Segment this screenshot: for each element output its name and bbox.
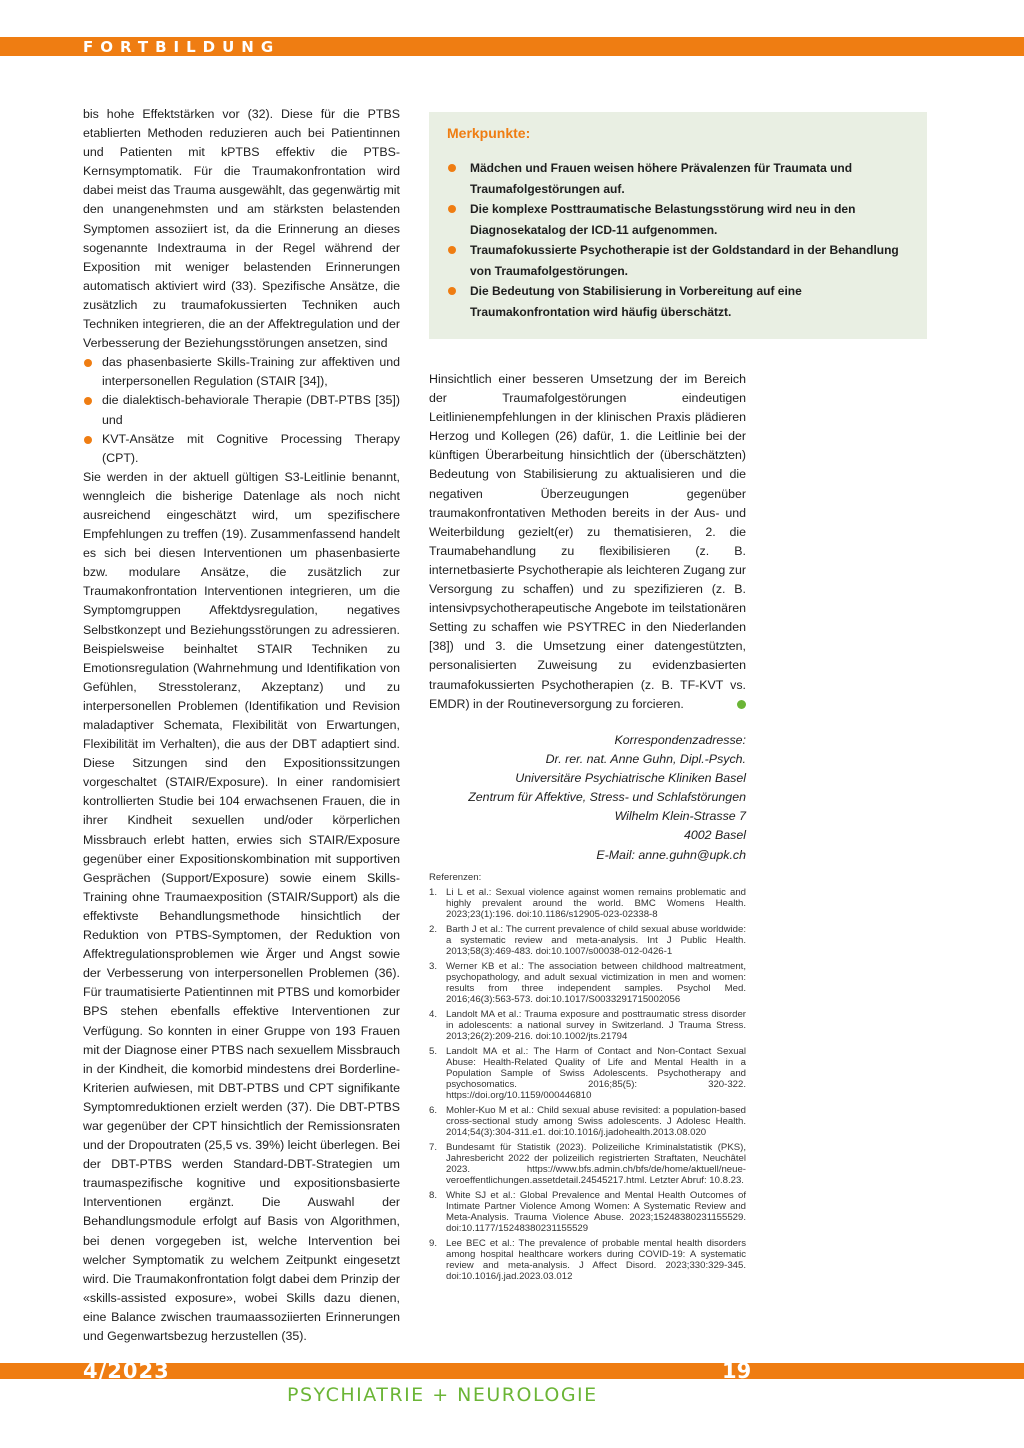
end-of-article-icon [737,700,746,709]
address-line: Wilhelm Klein-Strasse 7 [614,809,746,824]
list-item: das phasenbasierte Skills-Training zur affektiven und interpersonellen Regulation (STAIR [34]), [83,353,400,391]
body-paragraph: Sie werden in der aktuell gültigen S3-Leitlinie benannt, wenngleich die bisherige Datenlage als noch nicht ausreichend eingeschätzt wird, um spezifischere Empfehlungen zu treffen (19). Zusammenfassend handelt es sich bei diesen Interventionen um phasenbasierte bzw. modulare Ansätze, die zusätzlich zur Traumakonfrontation Interventionen integrieren, um die Symptomgruppen Affektdysregulation, negatives Selbstkonzept und Beziehungsstörungen zu adressieren. Beispielsweise beinhaltet STAIR Techniken zu Emotionsregulation (Wahrnehmung und Identifikation von Gefühlen, Stresstoleranz, Akzeptanz) und zu interpersonellen Problemen (Identifikation und Revision maladaptiver Schemata, Flexibilität von Erwartungen, Flexibilität im Verhalten), die aus der DBT adaptiert sind. Diese Sitzungen sind den Expositionssitzungen vorgeschaltet (STAIR/Exposure). In einer randomisiert kontrollierten Studie bei 104 erwachsenen Frauen, die in ihrer Kindheit sexuellen und/oder körperlichen Missbrauch erlebt hatten, erwies sich STAIR/Exposure gegenüber einer Expositionskombination mit supportiven Gesprächen (Support/Exposure) sowie einem Skills-Training ohne Traumaexposition (STAIR/Support) als die effektivste Behandlungsmethode hinsichtlich der Reduktion von PTBS-Symptomen, der Reduktion von Affektregulationsproblemen wie Ärger und Angst sowie der Verbesserung von interpersonellen Problemen (36). Für traumatisierte Patientinnen mit PTBS und komorbider BPS stehen ebenfalls effektive Interventionen zur Verfügung. So konnten in einer Gruppe von 193 Frauen mit der Diagnose einer PTBS nach sexuellem Missbrauch in der Kindheit, die komorbid mindestens drei Borderline-Kriterien aufwiesen, mit DBT-PTBS und CPT signifikante Symptomreduktionen erzielt werden (37). Die DBT-PTBS war gegenüber der CPT hinsichtlich der Remissionsraten und der Dropoutraten (25,5 vs. 39%) leicht überlegen. Bei der DBT-PTBS werden Standard-DBT-Strategien um traumaspezifische kognitive und expositionsbasierte Interventionen ergänzt. Die Auswahl der Behandlungsmodule erfolgt auf Basis von Algorithmen, bei denen vorgegeben ist, welche Intervention bei welcher Symptomatik zu welchem Zeitpunkt eingesetzt wird. Die Traumakonfrontation folgt dabei dem Prinzip der «skills-assisted exposure», wobei Skills dazu dienen, eine Balance zwischen traumaassoziierten Erinnerungen und Gegenwartsbezug herzustellen (35). [83,469,400,1343]
reference-item: 2. Barth J et al.: The current prevalence of child sexual abuse worldwide: a systematic review and meta-analysis. Int J Public Health. 2013;58(3):469-483. doi:10.1007/s00038-012-0426-1 [429,924,746,957]
key-points-list [447,158,905,322]
reference-item: 3. Werner KB et al.: The association between childhood maltreatment, psychopathology, and adult sexual victimization in men and women: results from three independent samples. Psychol Med. 2016;46(3):563-573. doi:10.1017/S0033291715002056 [429,961,746,1005]
key-points-box [429,112,927,339]
references [429,872,746,1286]
right-column [429,370,746,714]
issue-number: 4/2023 [83,1359,170,1383]
body-paragraph [429,370,746,714]
reference-item: 6. Mohler-Kuo M et al.: Child sexual abuse revisited: a population-based cross-sectional study among Swiss adolescents. J Adolesc Health. 2014;54(3):304-311.e1. doi:10.1016/j.jadohealth.2013.08.020 [429,1105,746,1138]
section-title: FORTBILDUNG [83,38,281,56]
address-line: Zentrum für Affektive, Stress- und Schlafstörungen [468,790,746,805]
references-list [429,887,746,1282]
correspondence-address [429,731,746,865]
list-item: Die Bedeutung von Stabilisierung in Vorbereitung auf eine Traumakonfrontation wird häufig überschätzt. [447,281,905,322]
address-email: E-Mail: anne.guhn@upk.ch [596,847,746,862]
address-label: Korrespondenzadresse: [614,733,746,747]
key-points-title: Merkpunkte: [447,125,531,141]
list-item: KVT-Ansätze mit Cognitive Processing Therapy (CPT). [83,430,400,468]
reference-item: 1. Li L et al.: Sexual violence against women remains problematic and highly prevalent around the world. BMC Womens Health. 2023;23(1):196. doi:10.1186/s12905-023-02338-8 [429,887,746,920]
left-column [83,105,400,1346]
journal-name: PSYCHIATRIE + NEUROLOGIE [287,1384,598,1406]
list-item: Die komplexe Posttraumatische Belastungsstörung wird neu in den Diagnosekatalog der ICD-11 aufgenommen. [447,199,905,240]
address-line: 4002 Basel [683,828,746,843]
bullet-list [83,353,400,468]
list-item: Mädchen und Frauen weisen höhere Prävalenzen für Traumata und Traumafolgestörungen auf. [447,158,905,199]
body-paragraph: bis hohe Effektstärken vor (32). Diese für die PTBS etablierten Methoden reduzieren auch bei Patientinnen und Patienten mit kPTBS effektiv die PTBS-Kernsymptomatik. Für die Traumakonfrontation wird dabei meist das Trauma ausgewählt, das gegenwärtig mit den unangenehmsten und am stärksten belastenden Symptomen assoziiert ist, da die Erinnerung an dieses sogenannte Indextrauma in der Regel während der Exposition mit weniger belastenden Erinnerungen automatisch aktiviert wird (33). Spezifische Ansätze, die zusätzlich zu traumafokussierten Techniken auch Techniken integrieren, die an der Affektregulation und der Verbesserung der Beziehungsstörungen ansetzen, sind [83,107,400,351]
list-item: Traumafokussierte Psychotherapie ist der Goldstandard in der Behandlung von Traumafolgestörungen. [447,240,905,281]
address-line: Dr. rer. nat. Anne Guhn, Dipl.-Psych. [545,752,746,767]
address-line: Universitäre Psychiatrische Kliniken Basel [515,771,746,786]
reference-item: 8. White SJ et al.: Global Prevalence and Mental Health Outcomes of Intimate Partner Violence Among Women: A Systematic Review and Meta-Analysis. Trauma Violence Abuse. 2023;15248380231155529. doi:10.1177/15248380231155529 [429,1190,746,1234]
page-number: 19 [722,1359,752,1383]
reference-item: 7. Bundesamt für Statistik (2023). Polizeiliche Kriminalstatistik (PKS), Jahresbericht 2022 der polizeilich registrierten Straftaten, Neuchâtel 2023. https://www.bfs.admin.ch/bfs/de/home/aktuell/neue-veroeffentlichungen.assetdetail.24545217.html. Letzter Abruf: 10.8.23. [429,1142,746,1186]
body-text: Hinsichtlich einer besseren Umsetzung der im Bereich der Traumafolgestörungen eindeutigen Leitlinienempfehlungen in der klinischen Praxis plädieren Herzog und Kollegen (26) dafür, 1. die Leitlinie bei der künftigen Überarbeitung hinsichtlich der (überschätzten) Bedeutung von Stabilisierung zu aktualisieren und die negativen Überzeugungen gegenüber traumakonfrontativen Methoden bereits in der Aus- und Weiterbildung gezielt(er) zu thematisieren, 2. die Traumabehandlung zu flexibilisieren (z. B. internetbasierte Psychotherapie als leichteren Zugang zur Versorgung zu schaffen) und zu spezifizieren (z. B. intensivpsychotherapeutische Angebote im teilstationären Setting zu schaffen wie PSYTREC in den Niederlanden [38]) und 3. die Umsetzung einer datengestützten, personalisierten Zuweisung zu evidenzbasierten traumafokussierten Psychotherapien (z. B. TF-KVT vs. EMDR) in der Routineversorgung zu forcieren. [429,372,746,711]
reference-item: 9. Lee BEC et al.: The prevalence of probable mental health disorders among hospital healthcare workers during COVID-19: A systematic review and meta-analysis. J Affect Disord. 2023;330:329-345. doi:10.1016/j.jad.2023.03.012 [429,1238,746,1282]
references-title: Referenzen: [429,872,482,883]
list-item: die dialektisch-behaviorale Therapie (DBT-PTBS [35]) und [83,391,400,429]
reference-item: 4. Landolt MA et al.: Trauma exposure and posttraumatic stress disorder in adolescents: a national survey in Switzerland. J Trauma Stress. 2013;26(2):209-216. doi:10.1002/jts.21794 [429,1009,746,1042]
reference-item: 5. Landolt MA et al.: The Harm of Contact and Non-Contact Sexual Abuse: Health-Related Quality of Life and Mental Health in a Population Sample of Swiss Adolescents. Psychotherapy and psychosomatics. 2016;85(5): 320-322. https://doi.org/10.1159/000446810 [429,1046,746,1101]
